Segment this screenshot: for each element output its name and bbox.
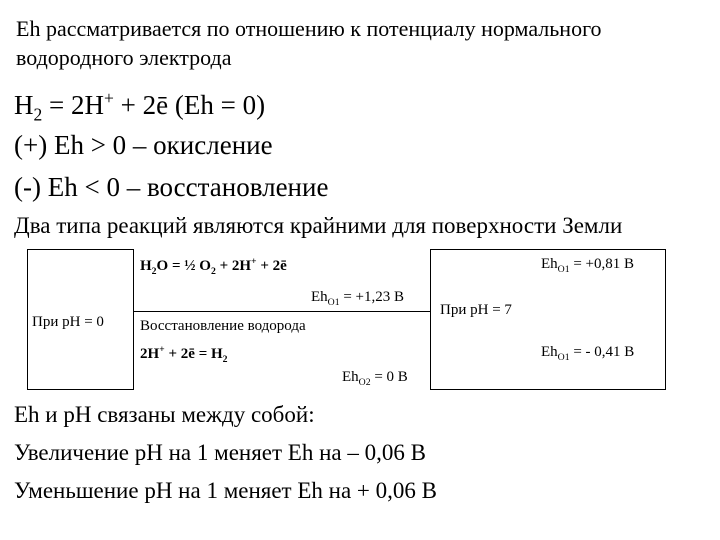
intro-text: Eh рассматривается по отношению к потенциалу нормального водородного электрода (16, 16, 602, 70)
two-types-text: Два типа реакций являются крайними для поверхности Земли (14, 213, 623, 238)
ph-increase-rule: Увеличение pH на 1 меняет Eh на – 0,06 В (14, 440, 426, 465)
diagram-right-border (665, 249, 666, 390)
relation-title: Eh и pH связаны между собой: (14, 402, 315, 427)
diagram-ph0-axis (133, 249, 134, 390)
oxygen-reaction: $H_2O$ = ½ $O_2 + 2H^+$ + 2ē (140, 256, 287, 277)
diagram-ph7-axis (430, 249, 431, 390)
eh-o1-ph0: $Eh_{O1} = +1,23$ В (311, 289, 405, 308)
diagram-left-border (27, 249, 28, 390)
ph7-label: При pH = 7 (440, 302, 512, 318)
hydrogen-reduction-label: Восстановление водорода (140, 318, 306, 334)
ph-decrease-rule: Уменьшение pH на 1 меняет Eh на + 0,06 В (14, 478, 437, 503)
diagram-bottom-right-border (430, 389, 666, 390)
eh-o2-ph0: $Eh_{O2} = 0$ В (342, 369, 408, 388)
eh-o1-ph7-bottom: $Eh_{O1}$ = - 0,41 В (541, 344, 635, 363)
hydrogen-reaction: 2H+ + 2ē = $H_2$ (140, 344, 228, 365)
oxidation-line: (+) Eh > 0 – окисление (14, 130, 273, 160)
diagram-bottom-left-border (27, 389, 133, 390)
ph0-label: При pH = 0 (32, 314, 104, 330)
diagram-top-right-border (430, 249, 666, 250)
diagram-top-left-border (27, 249, 133, 250)
hydrogen-electrode-reaction: $H_2 = 2H^+$ + 2ē (Eh = 0) (14, 88, 266, 125)
diagram-middle-divider (133, 311, 430, 312)
eh-o1-ph7-top: $Eh_{O1} = +0,81$ В (541, 256, 635, 275)
reduction-line: (-) Eh < 0 – восстановление (14, 172, 329, 202)
